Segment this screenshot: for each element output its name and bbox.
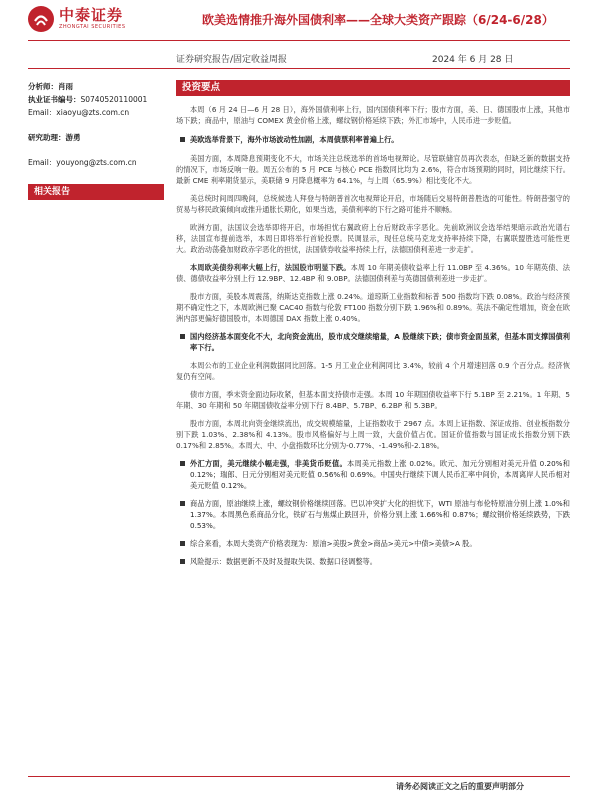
assistant-name: 游勇	[65, 133, 81, 142]
logo-icon	[28, 6, 54, 32]
bullet-overseas: 美欧选举背景下，海外市场波动性加剧，本周债票利率普遍上行。	[176, 134, 570, 145]
company-logo	[28, 6, 126, 32]
report-type: 证券研究报告/固定收益周报	[176, 55, 288, 65]
bullet-fx	[176, 458, 570, 491]
analyst-email[interactable]: Email：xiaoyu@zts.com.cn	[28, 108, 130, 117]
header-divider	[28, 40, 570, 41]
fx-lead: 外汇方面，美元继续小幅走强，非美货币贬值。	[190, 459, 347, 468]
page-header	[0, 0, 600, 40]
paragraph-europe: 欧洲方面，法国议会选举即将开启，市场担忧右翼政府上台后财政赤字恶化。先前欧洲议会选举结果暗示政治光谱右移，法国宣布提前选举，本周日即将举行首轮投票。民调显示，现任总统马克龙支持率持续下降，右翼联盟胜选可能性更大。政治动荡叠加财政赤字恶化的担忧，法国债券收益率持续上行，法德国债利差进一步走扩。	[176, 223, 570, 254]
logo-name-en: ZHONGTAI SECURITIES	[59, 24, 126, 30]
fx-text: 本周美元指数上涨 0.02%。欧元、加元分别相对美元升值 0.20%和 0.12%；瑞郎、日元分别相对美元贬值 0.56%和 0.69%。中国央行继续下调人民币汇率中间价，本周离岸人民币相对美元贬值 0.12%。	[190, 459, 570, 490]
intro-paragraph: 本周（6 月 24 日—6 月 28 日），海外国债利率上行，国内国债利率下行；股市方面，美、日、德国股市上涨，其他市场下跌；商品中，原油与 COMEX 黄金价格上涨，螺纹钢价格延续下跌；外汇市场中，人民币进一步贬值。	[176, 105, 570, 125]
rates-text: 本周 10 年期美债收益率上行 11.0BP 至 4.36%。10 年期英债、法债、德债收益率分别上行 12.9BP、12.4BP 和 9.0BP。法德国债利差与英德国债利差进一步走扩。	[176, 263, 570, 283]
bullet-risk: 风险提示：数据更新不及时及提取失误、数据口径调整等。	[176, 556, 570, 567]
bullet-domestic: 国内经济基本面变化不大，北向资金流出，股市成交继续缩量，A 股继续下跌；债市资金面虽紧，但基本面支撑国债利率下行。	[176, 331, 570, 353]
report-date: 2024 年 6 月 28 日	[432, 55, 514, 65]
paragraph-debate: 美总统时间周四晚间，总统候选人拜登与特朗普首次电视辩论开启，市场随后交易特朗普胜选的可能性。特朗普强守的贸易与移民政策倾向或推升通胀长期化，如果当选，美债利率的下行之路可能并不顺畅。	[176, 194, 570, 214]
bullet-commodities: 商品方面，原油继续上涨，螺纹钢价格继续回落。巴以冲突扩大化的担忧下，WTI 原油与布伦特原油分别上涨 1.0%和 1.37%。本周黑色系商品分化，铁矿石与焦煤止跌回升，价格分别上涨 1.66%和 0.87%；螺纹钢价格延续跌势，下跌 0.53%。	[176, 498, 570, 531]
assistant-email[interactable]: Email：youyong@zts.com.cn	[28, 158, 137, 167]
rates-lead: 本周欧美债券利率大幅上行，法国股市明显下跌。	[190, 263, 351, 272]
logo-name-cn: 中泰证券	[59, 6, 124, 24]
paragraph-stocks: 股市方面，本周北向资金继续流出，成交规模缩量，上证指数收于 2967 点。本周上证指数、深证成指、创业板指数分别下跌 1.03%、2.38%和 4.13%。股市风格偏好与上周一致，大盘价值占优。国证价值指数与国证成长指数分别下跌 0.17%和 2.85%。本周大、中、小盘指数环比分别为-0.77%、-1.49%和-2.18%。	[176, 419, 570, 450]
paragraph-industrial: 本周公布的工业企业利润数据同比回落。1-5 月工业企业利润同比 3.4%，较前 4 个月增速回落 0.9 个百分点。经济恢复仍有空间。	[176, 361, 570, 381]
paragraph-bonds: 债市方面，季末资金面边际收紧，但基本面支持债市走强。本周 10 年期国债收益率下行 5.1BP 至 2.21%。1 年期、5 年期、30 年期和 50 年期国债收益率分别下行 8.4BP、5.7BP、6.2BP 和 5.3BP。	[176, 390, 570, 410]
section-title: 投资要点	[176, 80, 570, 96]
cert-number: S0740520110001	[80, 95, 148, 104]
cert-label: 执业证书编号：	[28, 95, 81, 104]
paragraph-equities: 股市方面，美股本周震荡，纳斯达克指数上涨 0.24%。道琼斯工业指数和标普 500 指数均下跌 0.08%。政治与经济预期不确定性之下，本周欧洲已聚 CAC40 指数与伦敦 FT100 指数分别下跌 1.96%和 0.89%。英法不确定性增加，资金在欧洲内部更偏好德国股市，本周德国 DAX 指数上涨 0.40%。	[176, 292, 570, 323]
assistant-label: 研究助理：	[28, 133, 66, 142]
analyst-name: 肖雨	[58, 82, 73, 91]
footer-divider	[28, 776, 570, 777]
bullet-summary: 综合来看，本周大类资产价格表现为：原油>美股>黄金>商品>美元>中债>美债>A 股。	[176, 538, 570, 549]
paragraph-us: 美国方面，本周降息预期变化不大，市场关注总统选举的首场电视辩论。尽管联储官员再次表态，但缺乏新的数据支持的情况下，市场反响一般。周五公布的 5 月 PCE 与核心 PCE 指数同比均为 2.6%，符合市场预期的同时，同比继续下行。最新 CME 利率期货显示，美联储 9 月降息概率为 64.1%，与上周（65.9%）相比变化不大。	[176, 154, 570, 185]
main-content	[176, 80, 570, 567]
paragraph-rates	[176, 262, 570, 284]
related-reports-heading: 相关报告	[28, 184, 164, 200]
footer-disclaimer: 请务必阅读正文之后的重要声明部分	[396, 782, 524, 791]
subheader-divider	[28, 68, 570, 69]
report-title: 欧美选情推升海外国债利率——全球大类资产跟踪（6/24-6/28）	[202, 13, 554, 27]
analyst-label: 分析师：	[28, 82, 58, 91]
analyst-info	[28, 80, 168, 169]
